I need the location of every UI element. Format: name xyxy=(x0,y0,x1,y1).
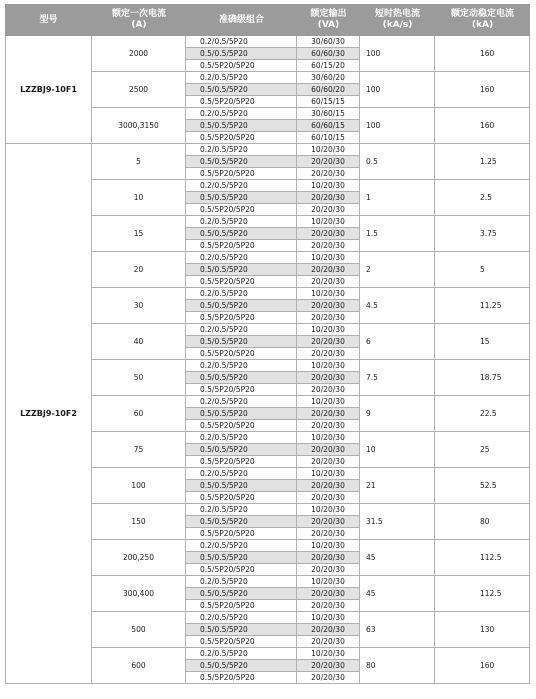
accuracy-cell: 0.5/5P20/5P20 xyxy=(186,276,297,288)
primary-current-cell: 75 xyxy=(92,432,186,468)
accuracy-cell: 0.5/5P20/5P20 xyxy=(186,168,297,180)
thermal-cell: 31.5 xyxy=(360,504,435,540)
thermal-cell: 21 xyxy=(360,468,435,504)
header-dynamic-label: 额定动稳定电流 xyxy=(450,9,514,19)
thermal-cell: 45 xyxy=(360,576,435,612)
output-cell: 20/20/30 xyxy=(297,624,360,636)
primary-current-cell: 60 xyxy=(92,396,186,432)
accuracy-cell: 0.5/0.5/5P20 xyxy=(186,444,297,456)
thermal-cell: 9 xyxy=(360,396,435,432)
accuracy-cell: 0.5/0.5/5P20 xyxy=(186,120,297,132)
accuracy-cell: 0.2/0.5/5P20 xyxy=(186,36,297,48)
accuracy-cell: 0.2/0.5/5P20 xyxy=(186,216,297,228)
primary-current-cell: 500 xyxy=(92,612,186,648)
header-accuracy xyxy=(186,4,297,36)
output-cell: 20/20/30 xyxy=(297,552,360,564)
accuracy-cell: 0.5/0.5/5P20 xyxy=(186,228,297,240)
header-output xyxy=(297,4,360,36)
primary-current-cell: 50 xyxy=(92,360,186,396)
output-cell: 60/60/30 xyxy=(297,48,360,60)
primary-current-cell: 3000,3150 xyxy=(92,108,186,144)
dynamic-cell: 112.5 xyxy=(435,540,530,576)
dynamic-cell: 160 xyxy=(435,36,530,72)
output-cell: 20/20/30 xyxy=(297,660,360,672)
dynamic-cell: 5 xyxy=(435,252,530,288)
primary-current-cell: 2500 xyxy=(92,72,186,108)
accuracy-cell: 0.5/5P20/5P20 xyxy=(186,312,297,324)
output-cell: 20/20/30 xyxy=(297,336,360,348)
output-cell: 10/20/30 xyxy=(297,144,360,156)
accuracy-cell: 0.5/5P20/5P20 xyxy=(186,348,297,360)
accuracy-cell: 0.5/0.5/5P20 xyxy=(186,48,297,60)
primary-current-cell: 30 xyxy=(92,288,186,324)
accuracy-cell: 0.5/0.5/5P20 xyxy=(186,300,297,312)
output-cell: 20/20/30 xyxy=(297,492,360,504)
table-header xyxy=(5,4,530,36)
accuracy-cell: 0.5/5P20/5P20 xyxy=(186,492,297,504)
thermal-cell: 100 xyxy=(360,72,435,108)
header-model-label: 型号 xyxy=(39,14,58,25)
dynamic-cell: 112.5 xyxy=(435,576,530,612)
accuracy-cell: 0.2/0.5/5P20 xyxy=(186,396,297,408)
primary-current-cell: 40 xyxy=(92,324,186,360)
thermal-cell: 6 xyxy=(360,324,435,360)
accuracy-cell: 0.2/0.5/5P20 xyxy=(186,432,297,444)
output-cell: 10/20/30 xyxy=(297,396,360,408)
dynamic-cell: 3.75 xyxy=(435,216,530,252)
accuracy-cell: 0.2/0.5/5P20 xyxy=(186,648,297,660)
accuracy-cell: 0.2/0.5/5P20 xyxy=(186,504,297,516)
header-model xyxy=(5,4,92,36)
output-cell: 20/20/30 xyxy=(297,480,360,492)
primary-current-cell: 5 xyxy=(92,144,186,180)
accuracy-cell: 0.5/5P20/5P20 xyxy=(186,132,297,144)
accuracy-cell: 0.2/0.5/5P20 xyxy=(186,576,297,588)
accuracy-cell: 0.5/5P20/5P20 xyxy=(186,456,297,468)
dynamic-cell: 11.25 xyxy=(435,288,530,324)
accuracy-cell: 0.5/5P20/5P20 xyxy=(186,420,297,432)
accuracy-cell: 0.5/0.5/5P20 xyxy=(186,336,297,348)
accuracy-cell: 0.5/0.5/5P20 xyxy=(186,660,297,672)
accuracy-cell: 0.5/0.5/5P20 xyxy=(186,372,297,384)
accuracy-cell: 0.5/0.5/5P20 xyxy=(186,588,297,600)
dynamic-cell: 1.25 xyxy=(435,144,530,180)
output-cell: 30/60/30 xyxy=(297,36,360,48)
accuracy-cell: 0.5/0.5/5P20 xyxy=(186,408,297,420)
accuracy-cell: 0.2/0.5/5P20 xyxy=(186,252,297,264)
output-cell: 20/20/30 xyxy=(297,444,360,456)
accuracy-cell: 0.5/5P20/5P20 xyxy=(186,60,297,72)
output-cell: 20/20/30 xyxy=(297,168,360,180)
output-cell: 20/20/30 xyxy=(297,672,360,684)
thermal-cell: 100 xyxy=(360,36,435,72)
output-cell: 10/20/30 xyxy=(297,468,360,480)
primary-current-cell: 300,400 xyxy=(92,576,186,612)
spec-table xyxy=(5,4,530,684)
header-thermal-unit: (kA/s) xyxy=(382,20,413,30)
header-dynamic-unit: (kA) xyxy=(471,20,494,30)
output-cell: 10/20/30 xyxy=(297,252,360,264)
output-cell: 10/20/30 xyxy=(297,504,360,516)
dynamic-cell: 52.5 xyxy=(435,468,530,504)
header-thermal xyxy=(360,4,435,36)
primary-current-cell: 20 xyxy=(92,252,186,288)
dynamic-cell: 80 xyxy=(435,504,530,540)
accuracy-cell: 0.5/0.5/5P20 xyxy=(186,552,297,564)
output-cell: 10/20/30 xyxy=(297,180,360,192)
accuracy-cell: 0.5/0.5/5P20 xyxy=(186,264,297,276)
dynamic-cell: 160 xyxy=(435,108,530,144)
output-cell: 20/20/30 xyxy=(297,204,360,216)
dynamic-cell: 22.5 xyxy=(435,396,530,432)
primary-current-cell: 150 xyxy=(92,504,186,540)
accuracy-cell: 0.5/5P20/5P20 xyxy=(186,636,297,648)
accuracy-cell: 0.5/0.5/5P20 xyxy=(186,84,297,96)
model-cell: LZZBJ9-10F1 xyxy=(5,36,92,144)
output-cell: 10/20/30 xyxy=(297,360,360,372)
output-cell: 10/20/30 xyxy=(297,216,360,228)
accuracy-cell: 0.5/5P20/5P20 xyxy=(186,240,297,252)
thermal-cell: 0.5 xyxy=(360,144,435,180)
header-dynamic xyxy=(435,4,530,36)
accuracy-cell: 0.2/0.5/5P20 xyxy=(186,324,297,336)
header-output-label: 额定输出 xyxy=(310,9,347,19)
dynamic-cell: 130 xyxy=(435,612,530,648)
output-cell: 60/15/15 xyxy=(297,96,360,108)
output-cell: 20/20/30 xyxy=(297,588,360,600)
output-cell: 10/20/30 xyxy=(297,576,360,588)
thermal-cell: 10 xyxy=(360,432,435,468)
output-cell: 20/20/30 xyxy=(297,276,360,288)
accuracy-cell: 0.5/0.5/5P20 xyxy=(186,516,297,528)
accuracy-cell: 0.5/5P20/5P20 xyxy=(186,528,297,540)
accuracy-cell: 0.2/0.5/5P20 xyxy=(186,612,297,624)
accuracy-cell: 0.5/0.5/5P20 xyxy=(186,480,297,492)
output-cell: 20/20/30 xyxy=(297,192,360,204)
dynamic-cell: 160 xyxy=(435,72,530,108)
thermal-cell: 1.5 xyxy=(360,216,435,252)
thermal-cell: 2 xyxy=(360,252,435,288)
output-cell: 20/20/30 xyxy=(297,264,360,276)
output-cell: 10/20/30 xyxy=(297,648,360,660)
accuracy-cell: 0.5/0.5/5P20 xyxy=(186,192,297,204)
output-cell: 20/20/30 xyxy=(297,456,360,468)
output-cell: 20/20/30 xyxy=(297,516,360,528)
output-cell: 20/20/30 xyxy=(297,348,360,360)
dynamic-cell: 18.75 xyxy=(435,360,530,396)
primary-current-cell: 600 xyxy=(92,648,186,684)
output-cell: 10/20/30 xyxy=(297,540,360,552)
output-cell: 10/20/30 xyxy=(297,432,360,444)
output-cell: 20/20/30 xyxy=(297,420,360,432)
dynamic-cell: 2.5 xyxy=(435,180,530,216)
primary-current-cell: 200,250 xyxy=(92,540,186,576)
output-cell: 30/60/15 xyxy=(297,108,360,120)
accuracy-cell: 0.5/5P20/5P20 xyxy=(186,672,297,684)
model-cell: LZZBJ9-10F2 xyxy=(5,144,92,684)
accuracy-cell: 0.2/0.5/5P20 xyxy=(186,108,297,120)
accuracy-cell: 0.2/0.5/5P20 xyxy=(186,72,297,84)
accuracy-cell: 0.5/5P20/5P20 xyxy=(186,204,297,216)
output-cell: 20/20/30 xyxy=(297,228,360,240)
accuracy-cell: 0.5/0.5/5P20 xyxy=(186,156,297,168)
accuracy-cell: 0.2/0.5/5P20 xyxy=(186,360,297,372)
output-cell: 20/20/30 xyxy=(297,384,360,396)
output-cell: 20/20/30 xyxy=(297,564,360,576)
output-cell: 30/60/20 xyxy=(297,72,360,84)
output-cell: 20/20/30 xyxy=(297,408,360,420)
accuracy-cell: 0.5/5P20/5P20 xyxy=(186,564,297,576)
accuracy-cell: 0.5/5P20/5P20 xyxy=(186,96,297,108)
header-output-unit: (VA) xyxy=(317,20,340,30)
primary-current-cell: 100 xyxy=(92,468,186,504)
output-cell: 60/10/15 xyxy=(297,132,360,144)
thermal-cell: 100 xyxy=(360,108,435,144)
thermal-cell: 45 xyxy=(360,540,435,576)
primary-current-cell: 2000 xyxy=(92,36,186,72)
output-cell: 20/20/30 xyxy=(297,312,360,324)
accuracy-cell: 0.2/0.5/5P20 xyxy=(186,540,297,552)
accuracy-cell: 0.2/0.5/5P20 xyxy=(186,468,297,480)
output-cell: 60/60/20 xyxy=(297,84,360,96)
thermal-cell: 1 xyxy=(360,180,435,216)
output-cell: 20/20/30 xyxy=(297,240,360,252)
output-cell: 20/20/30 xyxy=(297,372,360,384)
thermal-cell: 4.5 xyxy=(360,288,435,324)
accuracy-cell: 0.2/0.5/5P20 xyxy=(186,288,297,300)
header-primary-current-label: 额定一次电流 xyxy=(111,9,166,19)
table-body xyxy=(5,36,530,684)
header-accuracy-label: 准确级组合 xyxy=(218,14,264,25)
accuracy-cell: 0.5/5P20/5P20 xyxy=(186,384,297,396)
output-cell: 10/20/30 xyxy=(297,324,360,336)
dynamic-cell: 25 xyxy=(435,432,530,468)
output-cell: 20/20/30 xyxy=(297,156,360,168)
output-cell: 60/15/20 xyxy=(297,60,360,72)
thermal-cell: 63 xyxy=(360,612,435,648)
thermal-cell: 7.5 xyxy=(360,360,435,396)
output-cell: 60/60/15 xyxy=(297,120,360,132)
dynamic-cell: 160 xyxy=(435,648,530,684)
primary-current-cell: 10 xyxy=(92,180,186,216)
header-primary-current-unit: (A) xyxy=(131,20,147,30)
output-cell: 20/20/30 xyxy=(297,636,360,648)
output-cell: 20/20/30 xyxy=(297,600,360,612)
accuracy-cell: 0.2/0.5/5P20 xyxy=(186,144,297,156)
output-cell: 10/20/30 xyxy=(297,612,360,624)
accuracy-cell: 0.5/5P20/5P20 xyxy=(186,600,297,612)
primary-current-cell: 15 xyxy=(92,216,186,252)
header-primary-current xyxy=(92,4,186,36)
output-cell: 20/20/30 xyxy=(297,528,360,540)
output-cell: 20/20/30 xyxy=(297,300,360,312)
dynamic-cell: 15 xyxy=(435,324,530,360)
accuracy-cell: 0.5/0.5/5P20 xyxy=(186,624,297,636)
output-cell: 10/20/30 xyxy=(297,288,360,300)
accuracy-cell: 0.2/0.5/5P20 xyxy=(186,180,297,192)
thermal-cell: 80 xyxy=(360,648,435,684)
header-thermal-label: 短时热电流 xyxy=(374,9,420,19)
